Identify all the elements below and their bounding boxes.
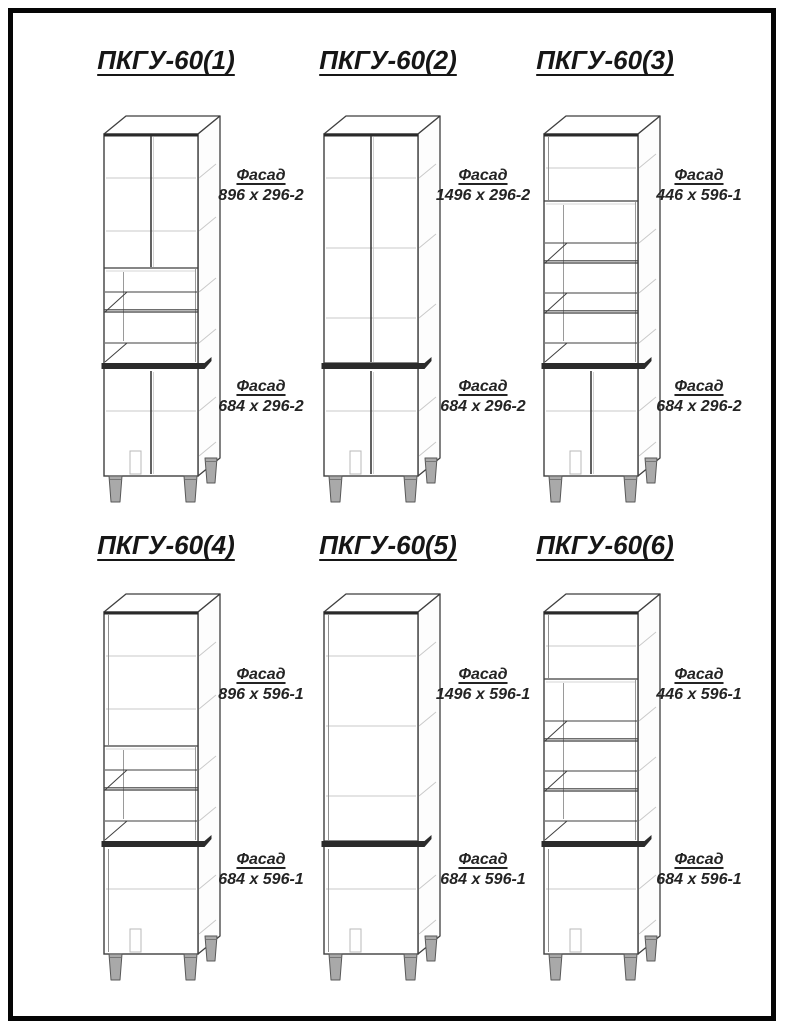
side-panel [638,594,660,954]
fasad-label-lower: Фасад 684 x 596-1 [656,851,742,888]
fasad-label-upper: Фасад 1496 x 296-2 [435,167,531,204]
fasad-label-upper: Фасад 1496 x 596-1 [435,666,531,703]
fasad-label-upper: Фасад 896 x 296-2 [218,167,304,204]
fasad-label-upper: Фасад 446 x 596-1 [656,666,742,703]
fasad-label-lower: Фасад 684 x 596-1 [218,851,304,888]
cabinet-title: ПКГУ-60(2) [319,45,457,75]
front-face [104,612,198,954]
cabinet-title: ПКГУ-60(4) [97,530,235,560]
fasad-label-lower: Фасад 684 x 296-2 [218,378,304,415]
fasad-label-lower: Фасад 684 x 596-1 [440,851,526,888]
cabinet-title: ПКГУ-60(5) [319,530,457,560]
cabinet-title: ПКГУ-60(3) [536,45,674,75]
side-panel [418,594,440,954]
cabinet-drawing [540,589,665,984]
fasad-label-lower: Фасад 684 x 296-2 [440,378,526,415]
cabinet-drawing [320,589,445,984]
cabinet-drawing [100,589,225,984]
front-face [324,612,418,954]
fasad-label-lower: Фасад 684 x 296-2 [656,378,742,415]
cabinet-title: ПКГУ-60(6) [536,530,674,560]
cabinet-title: ПКГУ-60(1) [97,45,235,75]
front-face [544,612,638,954]
side-panel [198,594,220,954]
fasad-label-upper: Фасад 896 x 596-1 [218,666,304,703]
fasad-label-upper: Фасад 446 x 596-1 [656,167,742,204]
